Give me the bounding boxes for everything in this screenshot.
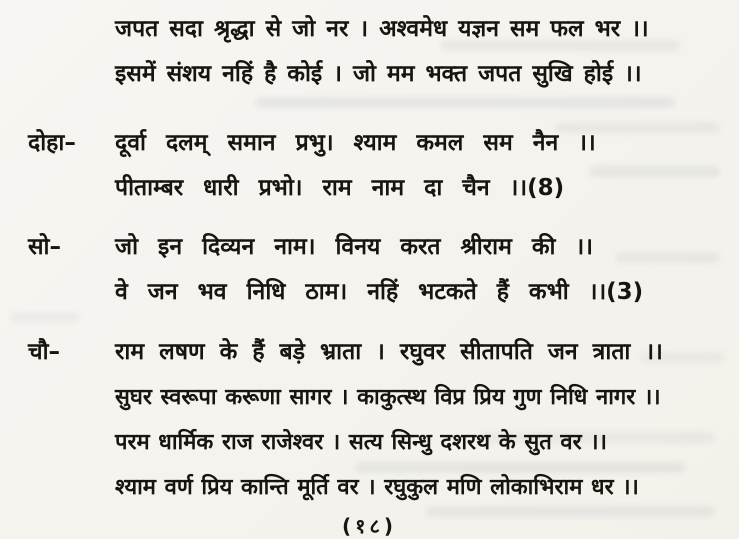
verse-text: श्याम वर्ण प्रिय कान्ति मूर्ति वर । रघुकुल मणि लोकाभिराम धर ।। xyxy=(115,475,639,500)
verse-line xyxy=(0,52,739,97)
verse-line xyxy=(0,330,739,375)
verse-section-chau xyxy=(0,330,739,510)
page-number: (१८) xyxy=(341,514,398,538)
verse-line xyxy=(0,420,739,465)
verse-line xyxy=(0,225,739,270)
verse-text: जो इन दिव्यन नाम। विनय करत श्रीराम की ।। xyxy=(115,234,593,260)
verse-text: राम लषण के हैं बड़े भ्राता । रघुवर सीतापति जन त्राता ।। xyxy=(115,339,663,365)
verse-text: परम धार्मिक राज राजेश्वर । सत्य सिन्धु दशरथ के सुत वर ।। xyxy=(115,430,607,455)
verse-text: दूर्वा दलम् समान प्रभु। श्याम कमल सम नैन ।। xyxy=(115,130,596,156)
verse-line xyxy=(0,375,739,420)
section-label-doha: दोहा– xyxy=(28,130,76,156)
verse-text: वे जन भव निधि ठाम। नहिं भटकते हैं कभी ।।(3) xyxy=(115,279,644,305)
section-label-chau: चौ– xyxy=(28,339,61,365)
verse-section-opening xyxy=(0,7,739,97)
verse-section-so xyxy=(0,225,739,315)
verse-line xyxy=(0,7,739,52)
section-label-so: सो– xyxy=(28,234,62,260)
verse-text: इसमें संशय नहिं है कोई । जो मम भक्त जपत सुखि होई ।। xyxy=(115,61,642,87)
verse-line xyxy=(0,465,739,510)
verse-line xyxy=(0,121,739,166)
verse-line xyxy=(0,270,739,315)
verse-line xyxy=(0,166,739,211)
verse-text: जपत सदा श्रृद्धा से जो नर । अश्वमेध यज्ञन सम फल भर ।। xyxy=(115,16,649,42)
verse-text: पीताम्बर धारी प्रभो। राम नाम दा चैन ।।(8) xyxy=(115,175,565,201)
verse-text: सुघर स्वरूपा करूणा सागर । काकुत्स्थ विप्र प्रिय गुण निधि नागर ।। xyxy=(115,385,661,410)
verse-section-doha xyxy=(0,121,739,211)
